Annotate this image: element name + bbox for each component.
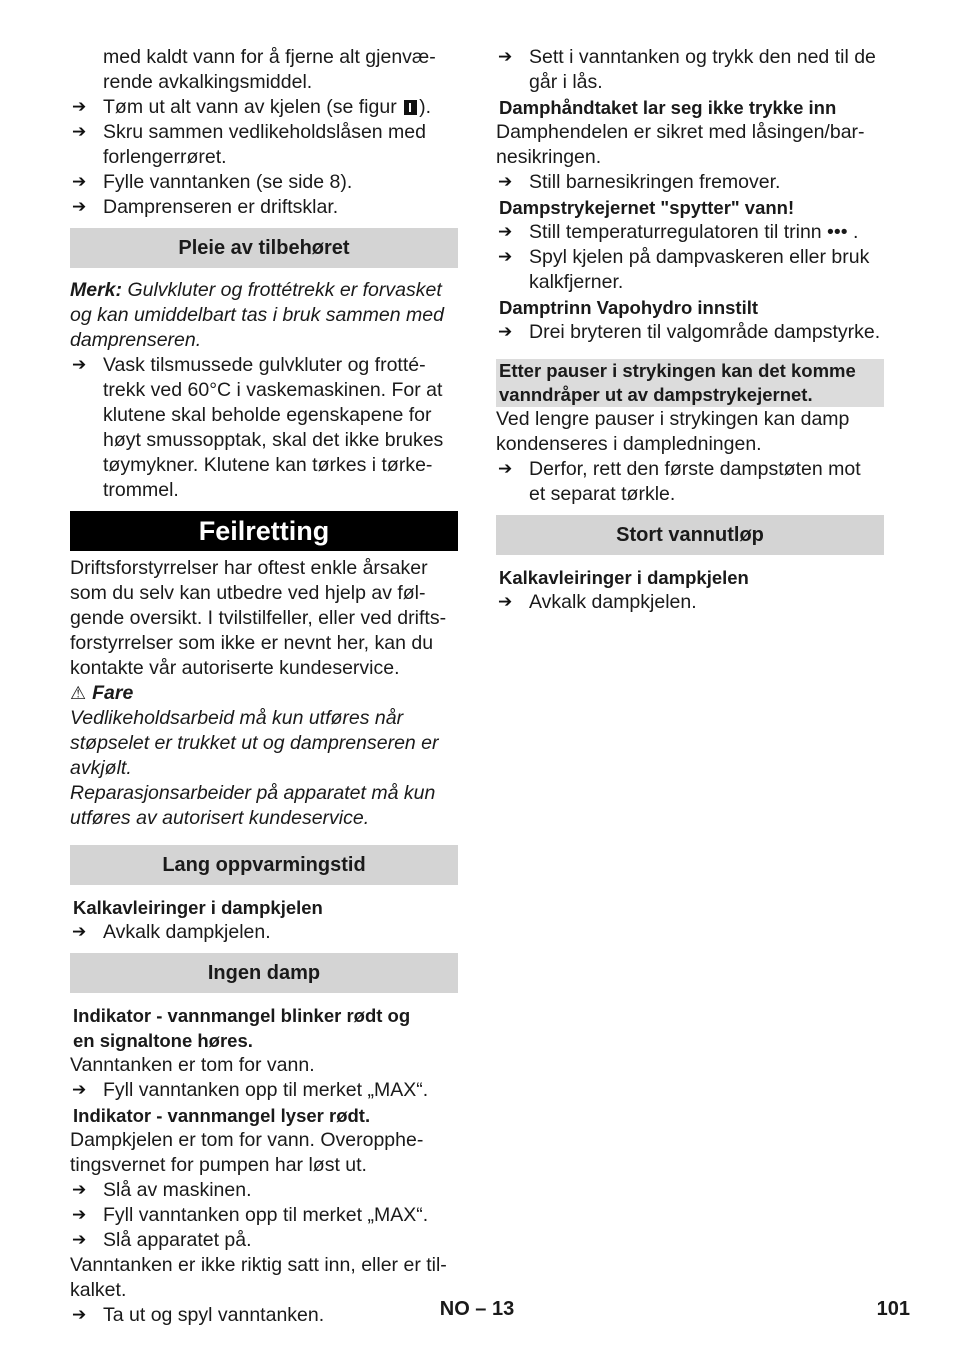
text-line: tingsvernet for pumpen har løst ut.: [70, 1154, 367, 1176]
text: ).: [419, 96, 432, 118]
text-line: og kan umiddelbart tas i bruk sammen med: [70, 304, 444, 326]
bullet-item: ➔ Slå apparatet på.: [70, 1228, 458, 1253]
bullet-item: ➔ Avkalk dampkjelen.: [496, 590, 884, 615]
left-column: [70, 45, 458, 1328]
footer-section-label: NO – 13: [439, 1298, 515, 1320]
bullet-item: [70, 120, 458, 170]
text-line: Dampkjelen er tom for vann. Overopphe-: [70, 1129, 424, 1151]
text-line: kalkfjerner.: [529, 271, 624, 293]
text-line: Vask tilsmussede gulvkluter og frotté-: [103, 354, 426, 376]
paragraph: [70, 1128, 458, 1178]
text-line: Damphendelen er sikret med låsingen/bar-: [496, 121, 865, 143]
paragraph: Vanntanken er tom for vann.: [70, 1054, 315, 1076]
text-line: Vedlikeholdsarbeid må kun utføres når: [70, 707, 404, 729]
subheading-boxed: [496, 359, 884, 407]
text-line: Skru sammen vedlikeholdslåsen med: [103, 121, 426, 143]
bullet-item: [496, 45, 884, 95]
paragraph: [70, 45, 458, 95]
text-line: forlengerrøret.: [103, 146, 227, 168]
text-line: forstyrrelser som ikke er nevnt her, kan du: [70, 632, 434, 654]
text-line: kondenseres i dampledningen.: [496, 433, 762, 455]
text-line: trommel.: [103, 479, 179, 501]
text-line: gende oversikt. I tvilstilfeller, eller ved drifts-: [70, 607, 447, 629]
text-line: støpselet er trukket ut og damprenseren er: [70, 732, 439, 754]
text-line: damprenseren.: [70, 329, 202, 351]
text-line: Indikator - vannmangel blinker rødt og: [73, 1005, 411, 1026]
text: Tøm ut alt vann av kjelen (se figur: [103, 96, 403, 118]
section-heading-ingen-damp: Ingen damp: [70, 953, 458, 993]
section-heading-stort-vannutlop: Stort vannutløp: [496, 515, 884, 555]
bullet-item: ➔ Damprenseren er driftsklar.: [70, 195, 458, 220]
subheading: Damptrinn Vapohydro innstilt: [499, 297, 759, 318]
right-column: [496, 45, 884, 615]
bullet-item: [496, 245, 884, 295]
bullet-item: ➔ Still barnesikringen fremover.: [496, 170, 884, 195]
bullet-item: ➔ Ta ut og spyl vanntanken.: [70, 1303, 458, 1328]
subheading: Kalkavleiringer i dampkjelen: [73, 897, 323, 918]
text-line: et separat tørkle.: [529, 483, 676, 505]
bullet-item: ➔ Fylle vanntanken (se side 8).: [70, 170, 458, 195]
text-line: en signaltone høres.: [73, 1030, 253, 1051]
paragraph: [496, 120, 884, 170]
subheading: [70, 1003, 458, 1053]
chapter-heading-feilretting: Feilretting: [70, 511, 458, 551]
text-line: Ved lengre pauser i strykingen kan damp: [496, 408, 850, 430]
text-line: klutene skal beholde egenskapene for: [103, 404, 432, 426]
figure-reference-icon: [404, 100, 417, 115]
bullet-item: [70, 353, 458, 503]
bullet-item: [70, 95, 458, 120]
bullet-item: ➔ Fyll vanntanken opp til merket „MAX“.: [70, 1078, 458, 1103]
note-label: Merk:: [70, 279, 123, 301]
text-line: med kaldt vann for å fjerne alt gjenvæ-: [103, 46, 436, 68]
text-line: Driftsforstyrrelser har oftest enkle årsaker: [70, 557, 428, 579]
text-line: Gulvkluter og frottétrekk er forvasket: [122, 279, 442, 301]
paragraph: [70, 556, 458, 681]
text-line: rende avkalkingsmiddel.: [103, 71, 313, 93]
subheading: Indikator - vannmangel lyser rødt.: [73, 1105, 371, 1126]
bullet-item: [496, 457, 884, 507]
text-line: kontakte vår autoriserte kundeservice.: [70, 657, 400, 679]
paragraph: [70, 1253, 458, 1303]
text-line: avkjølt.: [70, 757, 132, 779]
bullet-item: ➔ Slå av maskinen.: [70, 1178, 458, 1203]
text-line: utføres av autorisert kundeservice.: [70, 807, 370, 829]
section-heading-lang-oppvarmingstid: Lang oppvarmingstid: [70, 845, 458, 885]
text-line: Sett i vanntanken og trykk den ned til de: [529, 46, 876, 68]
text-line: går i lås.: [529, 71, 603, 93]
subheading: Kalkavleiringer i dampkjelen: [499, 567, 749, 588]
bullet-item: ➔ Still temperaturregulatoren til trinn ••• .: [496, 220, 884, 245]
warning-label: [70, 681, 458, 706]
text-line: Etter pauser i strykingen kan det komme: [499, 360, 856, 381]
text-line: kalket.: [70, 1279, 127, 1301]
text-line: som du selv kan utbedre ved hjelp av føl-: [70, 582, 426, 604]
paragraph: [496, 407, 884, 457]
bullet-item: ➔ Drei bryteren til valgområde dampstyrke.: [496, 320, 884, 345]
text-line: høyt smussopptak, skal det ikke brukes: [103, 429, 444, 451]
warning-paragraph: [70, 706, 458, 781]
text-line: nesikringen.: [496, 146, 602, 168]
bullet-item: ➔ Fyll vanntanken opp til merket „MAX“.: [70, 1203, 458, 1228]
text-line: Spyl kjelen på dampvaskeren eller bruk: [529, 246, 870, 268]
text-line: trekk ved 60°C i vaskemaskinen. For at: [103, 379, 443, 401]
text-line: Derfor, rett den første dampstøten mot: [529, 458, 861, 480]
text-line: Reparasjonsarbeider på apparatet må kun: [70, 782, 436, 804]
section-heading-pleie: Pleie av tilbehøret: [70, 228, 458, 268]
subheading: Damphåndtaket lar seg ikke trykke inn: [499, 97, 837, 118]
warning-triangle-icon: ⚠: [70, 683, 87, 704]
text: Fare: [92, 682, 134, 704]
text-line: vanndråper ut av dampstrykejernet.: [499, 384, 813, 405]
subheading: Dampstrykejernet "spytter" vann!: [499, 197, 795, 218]
note-paragraph: [70, 278, 458, 353]
bullet-item: ➔ Avkalk dampkjelen.: [70, 920, 458, 945]
text-line: Vanntanken er ikke riktig satt inn, eller er til-: [70, 1254, 447, 1276]
warning-paragraph: [70, 781, 458, 831]
text-line: tøymykner. Klutene kan tørkes i tørke-: [103, 454, 433, 476]
page-number: 101: [876, 1298, 910, 1320]
